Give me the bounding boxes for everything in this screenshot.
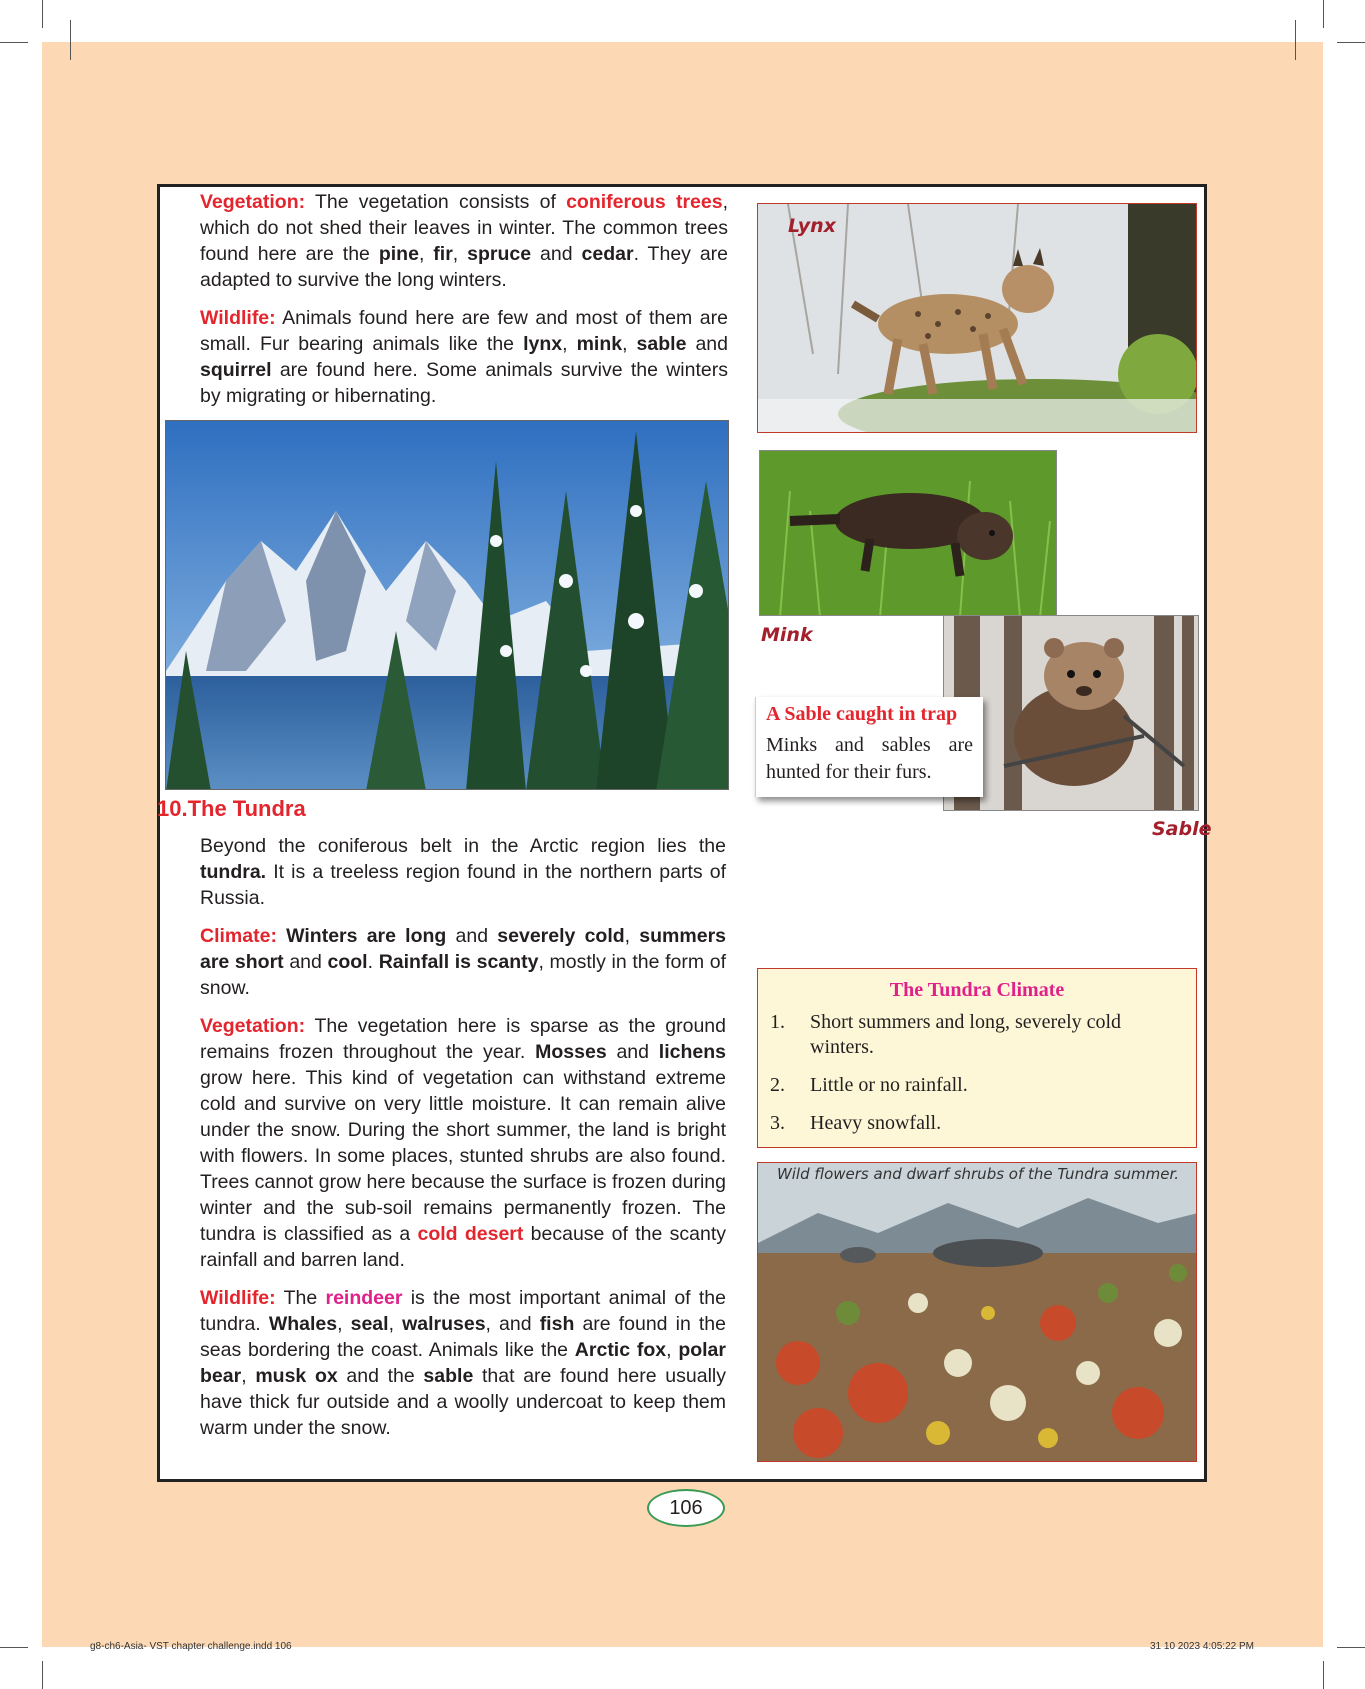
crop-mark (70, 20, 71, 60)
slug-timestamp: 31 10 2023 4:05:22 PM (1150, 1641, 1254, 1652)
mink-illustration (760, 451, 1057, 616)
crop-mark (1323, 1661, 1324, 1689)
list-item: 1. Short summers and long, severely cold winters. (770, 1011, 1122, 1058)
crop-mark (1323, 0, 1324, 28)
tundra-illustration (758, 1163, 1197, 1462)
tundra-vegetation-paragraph: Vegetation: The vegetation here is sparse as the ground remains frozen throughout the year. Mosses and lichens grow here. This kind of vegetation can withstand extreme cold and survive on very little moisture. It can remain alive under the snow. During the short summer, the land is bright with flowers. In some places, stunted shrubs are also found. Trees cannot grow here because the surface is frozen during winter and the sub-soil remains permanently frozen. The tundra is classified as a cold desert because of the scanty rainfall and barren land. (200, 1015, 726, 1271)
callout-text: Minks and sables are hunted for their furs. (766, 734, 973, 783)
callout-title: A Sable caught in trap (766, 703, 958, 725)
crop-mark (1337, 42, 1365, 43)
tundra-photo-caption: Wild flowers and dwarf shrubs of the Tundra summer. (776, 1165, 1180, 1183)
tundra-climate-paragraph: Climate: Winters are long and severely cold, summers are short and cool. Rainfall is scanty, mostly in the form of snow. (200, 925, 727, 999)
list-item: 3. Heavy snowfall. (770, 1112, 942, 1134)
sable-caption: Sable (1152, 818, 1212, 840)
list-item: 2. Little or no rainfall. (770, 1074, 968, 1096)
slug-file-info: g8-ch6-Asia- VST chapter challenge.indd 106 (90, 1641, 292, 1652)
lynx-photo (757, 203, 1197, 433)
page-number: 106 (647, 1489, 725, 1527)
sable-trap-callout (755, 697, 983, 797)
crop-mark (0, 42, 28, 43)
climate-list (758, 1010, 1196, 1136)
taiga-text (200, 189, 728, 421)
forest-illustration (166, 421, 729, 790)
crop-mark (1337, 1647, 1365, 1648)
crop-mark (0, 1647, 28, 1648)
crop-mark (42, 0, 43, 28)
tundra-summer-photo (757, 1162, 1197, 1462)
lynx-illustration (758, 204, 1197, 433)
lynx-caption: Lynx (788, 215, 836, 237)
tundra-heading: 10.The Tundra (157, 796, 306, 821)
tundra-text (200, 833, 726, 1453)
tundra-wildlife-paragraph: Wildlife: The reindeer is the most important animal of the tundra. Whales, seal, walruses, and fish are found in the seas bordering the coast. Animals like the Arctic fox, polar bear, musk ox and the sable that are found here usually have thick fur outside and a woolly undercoat to keep them warm under the snow. (200, 1287, 726, 1439)
climate-box-title: The Tundra Climate (889, 979, 1065, 1001)
tundra-climate-box (757, 968, 1197, 1148)
mink-caption: Mink (761, 624, 813, 646)
crop-mark (1295, 20, 1296, 60)
mink-photo (759, 450, 1057, 616)
tundra-intro-paragraph: Beyond the coniferous belt in the Arctic region lies the tundra. It is a treeless region found in the northern parts of Russia. (200, 835, 726, 909)
coniferous-forest-photo (165, 420, 729, 790)
crop-mark (42, 1661, 43, 1689)
taiga-vegetation-paragraph: Vegetation: The vegetation consists of coniferous trees, which do not shed their leaves in winter. The common trees found here are the pine, fir, spruce and cedar. They are adapted to survive the long winters. (200, 191, 729, 291)
taiga-wildlife-paragraph: Wildlife: Animals found here are few and most of them are small. Fur bearing animals like the lynx, mink, sable and squirrel are found here. Some animals survive the winters by migrating or hibernating. (200, 307, 729, 407)
